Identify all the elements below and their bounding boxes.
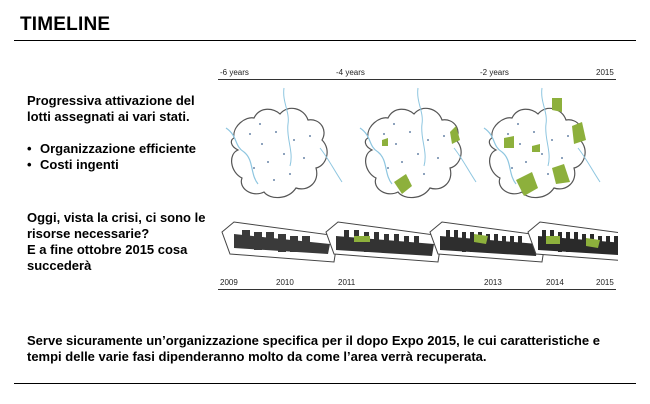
timeline-label: 2014 xyxy=(546,278,564,287)
bullet-item: • Costi ingenti xyxy=(27,157,119,172)
slide-title: TIMELINE xyxy=(20,14,111,35)
title-divider xyxy=(14,40,636,41)
timeline-label: -6 years xyxy=(220,68,249,77)
timeline-label: 2009 xyxy=(220,278,238,287)
intro-text: Progressiva attivazione del lotti assegnati ai vari stati. xyxy=(27,93,195,124)
footer-text: Serve sicuramente un’organizzazione specifica per il dopo Expo 2015, le cui caratteristiche e tempi delle varie fasi dipenderanno molto da come l’area verrà recuperata. xyxy=(27,333,600,364)
maps-and-lots xyxy=(218,60,618,292)
timeline-figure xyxy=(218,60,618,292)
map-minus-6-years xyxy=(226,88,342,198)
bullet-list xyxy=(27,141,196,173)
map-minus-2-years xyxy=(484,88,600,198)
timeline-label: 2010 xyxy=(276,278,294,287)
bullet-text: Organizzazione efficiente xyxy=(40,141,197,156)
crisis-line: Oggi, vista la crisi, ci sono le risorse necessarie? xyxy=(27,210,206,241)
timeline-label: 2015 xyxy=(596,68,614,77)
lot-drawing xyxy=(326,222,442,262)
crisis-line: E a fine ottobre 2015 cosa succederà xyxy=(27,242,188,273)
lot-drawing xyxy=(430,222,546,262)
bullet-item: • Organizzazione efficiente xyxy=(27,141,197,156)
timeline-label: 2011 xyxy=(338,278,356,287)
lot-drawing xyxy=(222,222,338,262)
timeline-label: 2013 xyxy=(484,278,502,287)
footer-divider xyxy=(14,383,636,384)
crisis-question xyxy=(27,210,217,274)
bullet-text: Costi ingenti xyxy=(40,157,119,172)
timeline-label: -4 years xyxy=(336,68,365,77)
timeline-axis-bottom xyxy=(218,289,616,290)
timeline-label: -2 years xyxy=(480,68,509,77)
timeline-label: 2015 xyxy=(596,278,614,287)
map-minus-4-years xyxy=(360,88,476,198)
